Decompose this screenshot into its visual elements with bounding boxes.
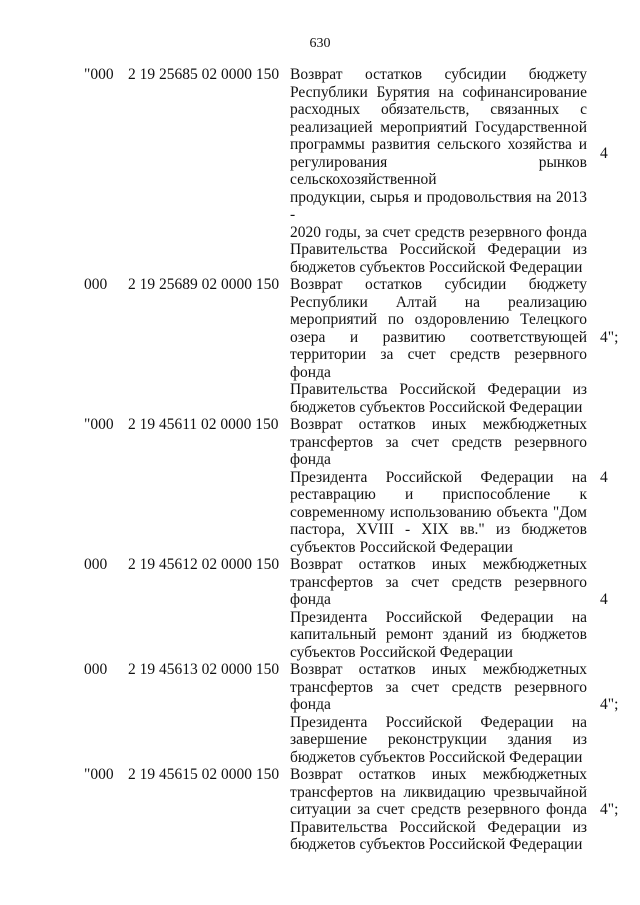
column-value: 4"; bbox=[600, 696, 619, 713]
revenue-name bbox=[290, 276, 587, 416]
revenue-code: 2 19 25689 02 0000 150 bbox=[128, 276, 280, 293]
name-line: Возврат остатков субсидии бюджету bbox=[290, 66, 587, 83]
table-row bbox=[0, 556, 640, 661]
name-line: бюджетов субъектов Российской Федерации bbox=[290, 836, 583, 853]
name-line: Президента Российской Федерации на bbox=[290, 468, 587, 486]
name-line: бюджетов субъектов Российской Федерации bbox=[290, 398, 583, 416]
revenue-name bbox=[290, 661, 587, 766]
name-line: субъектов Российской Федерации bbox=[290, 643, 513, 661]
name-line: Республики Бурятия на софинансирование bbox=[290, 83, 587, 101]
name-line: Президента Российской Федерации на bbox=[290, 713, 587, 731]
revenue-name bbox=[290, 66, 587, 276]
admin-code: "000 bbox=[84, 766, 114, 783]
table-row bbox=[0, 766, 640, 854]
name-line: Президента Российской Федерации на bbox=[290, 608, 587, 626]
name-line: программы развития сельского хозяйства и bbox=[290, 136, 587, 153]
name-line: субъектов Российской Федерации bbox=[290, 538, 513, 556]
revenue-code: 2 19 45615 02 0000 150 bbox=[128, 766, 280, 783]
table-row bbox=[0, 416, 640, 556]
name-line: трансфертов за счет средств резервного фонда bbox=[290, 573, 587, 608]
name-line: реализацией мероприятий Государственной bbox=[290, 118, 587, 136]
column-value: 4 bbox=[600, 591, 608, 608]
name-line: бюджетов субъектов Российской Федерации bbox=[290, 258, 583, 276]
admin-code: 000 bbox=[84, 276, 108, 293]
name-line: расходных обязательств, связанных с bbox=[290, 101, 587, 118]
name-line: Возврат остатков иных межбюджетных bbox=[290, 766, 587, 783]
table-row bbox=[0, 661, 640, 766]
revenue-code: 2 19 25685 02 0000 150 bbox=[128, 66, 280, 83]
name-line: бюджетов субъектов Российской Федерации bbox=[290, 748, 583, 766]
column-value: 4 bbox=[600, 468, 608, 486]
admin-code: "000 bbox=[84, 66, 114, 83]
revenue-code: 2 19 45613 02 0000 150 bbox=[128, 661, 280, 678]
revenue-name bbox=[290, 766, 587, 854]
name-line: завершение реконструкции здания из bbox=[290, 731, 587, 748]
name-line: Возврат остатков иных межбюджетных bbox=[290, 556, 587, 573]
admin-code: 000 bbox=[84, 556, 108, 573]
name-line: трансфертов на ликвидацию чрезвычайной bbox=[290, 783, 587, 801]
name-line: Правительства Российской Федерации из bbox=[290, 818, 587, 836]
name-line: реставрацию и приспособление к bbox=[290, 486, 587, 503]
document-table bbox=[0, 66, 640, 854]
admin-code: "000 bbox=[84, 416, 114, 433]
name-line: современному использованию объекта "Дом bbox=[290, 503, 587, 521]
name-line: трансфертов за счет средств резервного фонда bbox=[290, 678, 587, 713]
name-line: пастора, XVIII - XIX вв." из бюджетов bbox=[290, 521, 587, 538]
name-line: ситуации за счет средств резервного фонда bbox=[290, 801, 587, 818]
name-line: трансфертов за счет средств резервного фонда bbox=[290, 433, 587, 468]
name-line: озера и развитию соответствующей bbox=[290, 328, 587, 346]
name-line: продукции, сырья и продовольствия на 2013 - bbox=[290, 188, 587, 223]
name-line: территории за счет средств резервного фонда bbox=[290, 346, 587, 381]
revenue-code: 2 19 45612 02 0000 150 bbox=[128, 556, 280, 573]
revenue-code: 2 19 45611 02 0000 150 bbox=[128, 416, 279, 433]
name-line: Возврат остатков иных межбюджетных bbox=[290, 416, 587, 433]
revenue-name bbox=[290, 556, 587, 661]
table-row bbox=[0, 276, 640, 416]
table-row bbox=[0, 66, 640, 276]
revenue-name bbox=[290, 416, 587, 556]
name-line: 2020 годы, за счет средств резервного фонда bbox=[290, 223, 587, 241]
name-line: Правительства Российской Федерации из bbox=[290, 241, 587, 258]
admin-code: 000 bbox=[84, 661, 108, 678]
name-line: Возврат остатков иных межбюджетных bbox=[290, 661, 587, 678]
column-value: 4"; bbox=[600, 328, 619, 346]
column-value: 4"; bbox=[600, 801, 619, 818]
name-line: мероприятий по оздоровлению Телецкого bbox=[290, 311, 587, 328]
name-line: регулирования рынков сельскохозяйственной bbox=[290, 153, 587, 188]
column-value: 4 bbox=[600, 144, 608, 162]
name-line: капитальный ремонт зданий из бюджетов bbox=[290, 626, 587, 643]
name-line: Республики Алтай на реализацию bbox=[290, 293, 587, 311]
name-line: Возврат остатков субсидии бюджету bbox=[290, 276, 587, 293]
page-number: 630 bbox=[309, 36, 331, 51]
name-line: Правительства Российской Федерации из bbox=[290, 381, 587, 398]
